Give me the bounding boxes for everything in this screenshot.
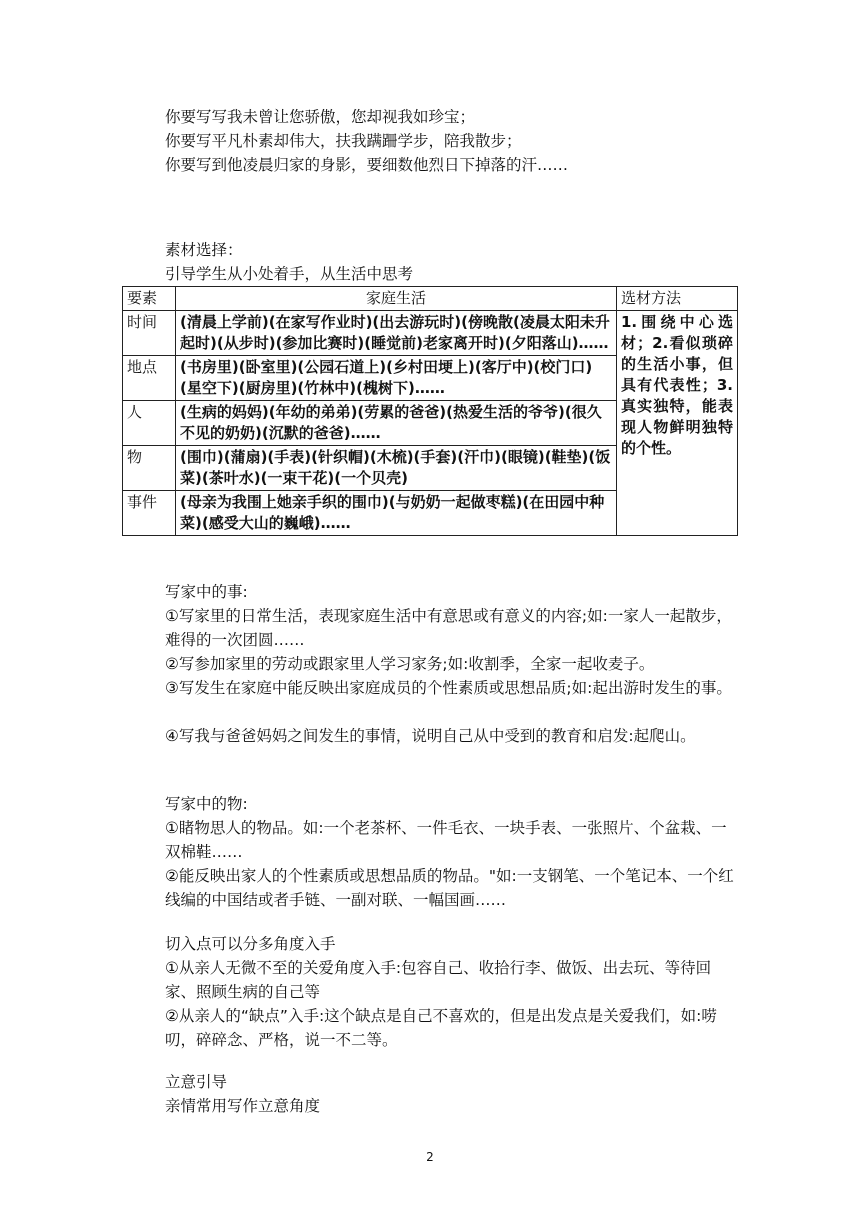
objects-item <box>123 864 738 912</box>
objects-heading: 写家中的物: <box>165 795 248 813</box>
objects-item-text: ①睹物思人的物品。如:一个老茶杯、一件毛衣、一块手表、一张照片、个盆栽、一双棉鞋…… <box>165 819 727 861</box>
objects-item-text: ②能反映出家人的个性素质或思想品质的物品。"如:一支钢笔、一个笔记本、一个红线编的中国结或者手链、一副对联、一幅国画…… <box>165 867 734 909</box>
row-value: (生病的妈妈)(年幼的弟弟)(劳累的爸爸)(热爱生活的爷爷)(很久不见的奶奶)(沉默的爸爸)…… <box>176 401 617 446</box>
objects-item <box>123 816 738 864</box>
header-method: 选材方法 <box>617 287 738 311</box>
row-key: 事件 <box>123 491 176 536</box>
angles-item <box>123 956 738 1004</box>
events-heading: 写家中的事: <box>165 583 248 601</box>
method-cell: 1.围绕中心选材；2.看似琐碎的生活小事，但具有代表性；3.真实独特，能表现人物鲜明独特的个性。 <box>617 311 738 536</box>
events-item-text: ②写参加家里的劳动或跟家里人学习家务;如:收割季，全家一起收麦子。 <box>165 655 655 673</box>
intro-line: 你要写写我未曾让您骄傲，您却视我如珍宝； <box>165 108 476 126</box>
angles-item <box>123 1004 738 1052</box>
events-item <box>123 652 738 676</box>
angles-heading: 切入点可以分多角度入手 <box>165 935 336 953</box>
row-key: 时间 <box>123 311 176 356</box>
table-row <box>123 311 738 356</box>
page-number: 2 <box>426 1150 434 1164</box>
events-item <box>123 724 738 748</box>
material-table <box>122 286 738 536</box>
intro-line: 你要写平凡朴素却伟大，扶我蹒跚学步，陪我散步； <box>165 132 522 150</box>
row-key: 物 <box>123 446 176 491</box>
header-key: 要素 <box>123 287 176 311</box>
events-item-text: ④写我与爸爸妈妈之间发生的事情，说明自己从中受到的教育和启发:起爬山。 <box>165 727 696 745</box>
events-item <box>123 604 738 652</box>
angles-item-text: ①从亲人无微不至的关爱角度入手:包容自己、收拾行李、做饭、出去玩、等待回家、照顾生病的自己等 <box>165 959 712 1001</box>
angles-item-text: ②从亲人的“缺点”入手:这个缺点是自己不喜欢的，但是出发点是关爱我们，如:唠叨，碎碎念、严格，说一不二等。 <box>165 1007 717 1049</box>
row-key: 人 <box>123 401 176 446</box>
row-key: 地点 <box>123 356 176 401</box>
material-heading: 素材选择： <box>165 241 243 259</box>
events-item-text: ③写发生在家庭中能反映出家庭成员的个性素质或思想品质;如:起出游时发生的事。 <box>165 679 732 697</box>
row-value: (围巾)(蒲扇)(手表)(针织帽)(木梳)(手套)(汗巾)(眼镜)(鞋垫)(饭菜)(茶叶水)(一束干花)(一个贝壳) <box>176 446 617 491</box>
events-item-text: ①写家里的日常生活，表现家庭生活中有意思或有意义的内容;如:一家人一起散步，难得的一次团圆…… <box>165 607 732 649</box>
events-item <box>123 676 738 700</box>
theme-heading: 立意引导 <box>165 1073 228 1091</box>
header-family-life: 家庭生活 <box>176 287 617 311</box>
theme-subheading: 亲情常用写作立意角度 <box>165 1097 321 1115</box>
table-header-row <box>123 287 738 311</box>
intro-line: 你要写到他凌晨归家的身影，要细数他烈日下掉落的汗…… <box>165 156 569 174</box>
row-value: (清晨上学前)(在家写作业时)(出去游玩时)(傍晚散(凌晨太阳未升起时)(从步时)(参加比赛时)(睡觉前)老家离开时)(夕阳落山)…… <box>176 311 617 356</box>
row-value: (书房里)(卧室里)(公园石道上)(乡村田埂上)(客厅中)(校门口)(星空下)(厨房里)(竹林中)(槐树下)…… <box>176 356 617 401</box>
row-value: (母亲为我围上她亲手织的围巾)(与奶奶一起做枣糕)(在田园中种菜)(感受大山的巍峨)…… <box>176 491 617 536</box>
material-subheading: 引导学生从小处着手，从生活中思考 <box>165 265 414 283</box>
